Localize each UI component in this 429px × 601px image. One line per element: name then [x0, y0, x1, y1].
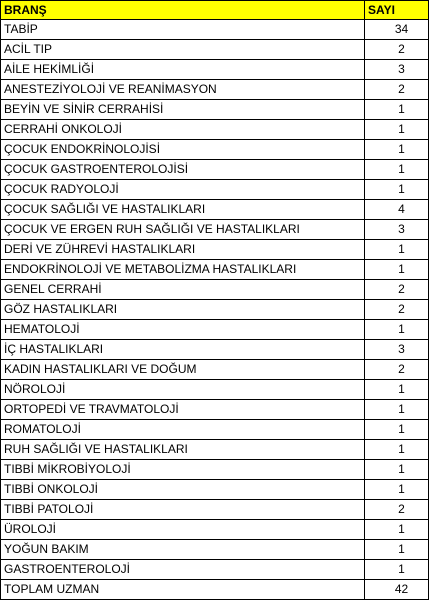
count-cell: 1 [365, 320, 429, 340]
table-row [1, 380, 429, 400]
count-cell: 2 [365, 300, 429, 320]
count-cell: 1 [365, 380, 429, 400]
count-cell: 1 [365, 540, 429, 560]
table-row [1, 440, 429, 460]
header-row [1, 1, 429, 20]
table-row [1, 260, 429, 280]
branch-cell: AİLE HEKİMLİĞİ [1, 60, 365, 80]
branch-cell: CERRAHİ ONKOLOJİ [1, 120, 365, 140]
branch-cell: YOĞUN BAKIM [1, 540, 365, 560]
table-row [1, 320, 429, 340]
branch-cell: GASTROENTEROLOJİ [1, 560, 365, 580]
count-cell: 2 [365, 40, 429, 60]
table-row [1, 340, 429, 360]
count-cell: 1 [365, 140, 429, 160]
table-body [1, 20, 429, 600]
branch-cell: DERİ VE ZÜHREVİ HASTALIKLARI [1, 240, 365, 260]
total-row [1, 580, 429, 600]
branch-cell: GÖZ HASTALIKLARI [1, 300, 365, 320]
branch-cell: ORTOPEDİ VE TRAVMATOLOJİ [1, 400, 365, 420]
count-cell: 1 [365, 100, 429, 120]
count-cell: 3 [365, 60, 429, 80]
count-cell: 1 [365, 440, 429, 460]
branch-cell: KADIN HASTALIKLARI VE DOĞUM [1, 360, 365, 380]
count-cell: 2 [365, 80, 429, 100]
table-row [1, 60, 429, 80]
count-cell: 1 [365, 180, 429, 200]
branch-cell: TIBBİ ONKOLOJİ [1, 480, 365, 500]
header-branch: BRANŞ [1, 1, 365, 20]
count-cell: 1 [365, 420, 429, 440]
table-row [1, 480, 429, 500]
branch-cell: ÜROLOJİ [1, 520, 365, 540]
count-cell: 1 [365, 520, 429, 540]
count-cell: 2 [365, 360, 429, 380]
table-row [1, 120, 429, 140]
count-cell: 2 [365, 280, 429, 300]
count-cell: 1 [365, 460, 429, 480]
table-row [1, 240, 429, 260]
count-cell: 4 [365, 200, 429, 220]
branch-cell: İÇ HASTALIKLARI [1, 340, 365, 360]
count-cell: 42 [365, 580, 429, 600]
branch-cell: TOPLAM UZMAN [1, 580, 365, 600]
count-cell: 2 [365, 500, 429, 520]
count-cell: 1 [365, 400, 429, 420]
branch-cell: ANESTEZİYOLOJİ VE REANİMASYON [1, 80, 365, 100]
count-cell: 1 [365, 480, 429, 500]
branch-cell: HEMATOLOJİ [1, 320, 365, 340]
branch-cell: BEYİN VE SİNİR CERRAHİSİ [1, 100, 365, 120]
table-row [1, 560, 429, 580]
table-header [1, 1, 429, 20]
table-row [1, 220, 429, 240]
table-row [1, 80, 429, 100]
table-row [1, 360, 429, 380]
table-row [1, 180, 429, 200]
branch-cell: ÇOCUK GASTROENTEROLOJİSİ [1, 160, 365, 180]
branch-cell: NÖROLOJİ [1, 380, 365, 400]
table-row [1, 280, 429, 300]
branch-cell: ÇOCUK RADYOLOJİ [1, 180, 365, 200]
count-cell: 1 [365, 560, 429, 580]
branch-cell: ÇOCUK VE ERGEN RUH SAĞLIĞI VE HASTALIKLARI [1, 220, 365, 240]
header-count: SAYI [365, 1, 429, 20]
branch-cell: ÇOCUK ENDOKRİNOLOJİSİ [1, 140, 365, 160]
table-row [1, 540, 429, 560]
branch-cell: TIBBİ MİKROBİYOLOJİ [1, 460, 365, 480]
table-row [1, 460, 429, 480]
count-cell: 1 [365, 160, 429, 180]
table-row [1, 40, 429, 60]
table-row [1, 100, 429, 120]
table-row [1, 500, 429, 520]
count-cell: 3 [365, 220, 429, 240]
table-row [1, 420, 429, 440]
branch-cell: RUH SAĞLIĞI VE HASTALIKLARI [1, 440, 365, 460]
table-row [1, 140, 429, 160]
branch-cell: TABİP [1, 20, 365, 40]
branch-cell: ENDOKRİNOLOJİ VE METABOLİZMA HASTALIKLARI [1, 260, 365, 280]
branch-cell: ÇOCUK SAĞLIĞI VE HASTALIKLARI [1, 200, 365, 220]
count-cell: 34 [365, 20, 429, 40]
table-row [1, 160, 429, 180]
count-cell: 1 [365, 260, 429, 280]
branch-cell: ROMATOLOJİ [1, 420, 365, 440]
branch-cell: ACİL TIP [1, 40, 365, 60]
branch-cell: GENEL CERRAHİ [1, 280, 365, 300]
table-row [1, 200, 429, 220]
table-row [1, 520, 429, 540]
table-row [1, 20, 429, 40]
branch-cell: TIBBİ PATOLOJİ [1, 500, 365, 520]
table-row [1, 400, 429, 420]
count-cell: 1 [365, 120, 429, 140]
count-cell: 1 [365, 240, 429, 260]
table-row [1, 300, 429, 320]
count-cell: 3 [365, 340, 429, 360]
